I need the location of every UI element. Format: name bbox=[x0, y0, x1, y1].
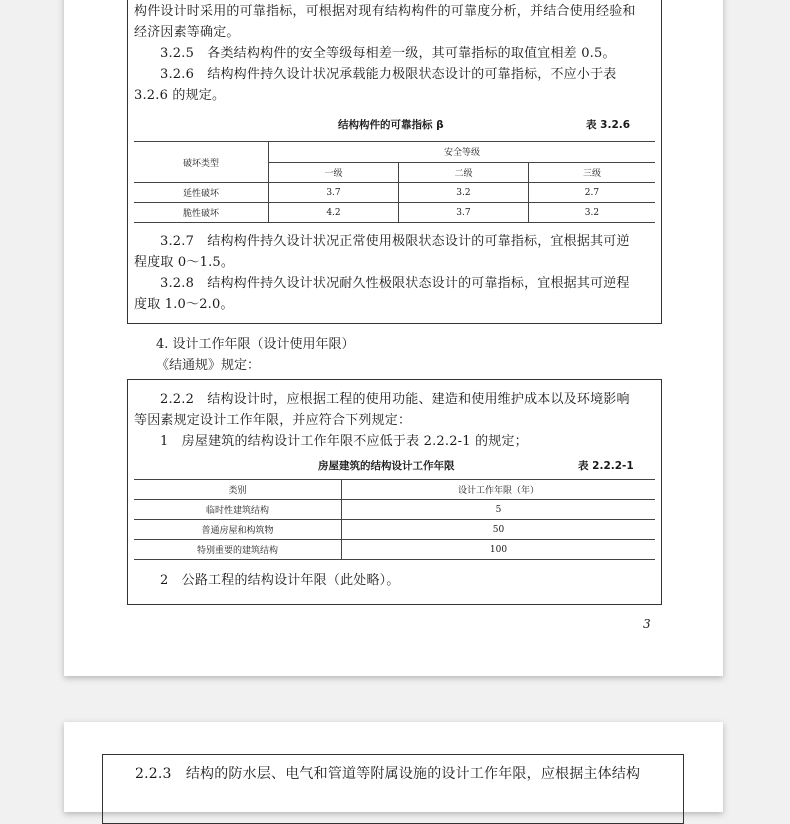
row-category: 普通房屋和构筑物 bbox=[134, 520, 342, 540]
clause-2-2-2-line1: 2.2.2 结构设计时，应根据工程的使用功能、建造和使用维护成本以及环境影响 bbox=[160, 392, 630, 407]
clause-2-2-2-line2: 等因素规定设计工作年限，并应符合下列规定： bbox=[134, 413, 412, 428]
row-years: 100 bbox=[342, 540, 656, 560]
section-4-title: 4. 设计工作年限（设计使用年限） bbox=[156, 337, 355, 352]
clause-3-2-7-line1: 3.2.7 结构构件持久设计状况正常使用极限状态设计的可靠指标，宜根据其可逆 bbox=[160, 234, 630, 249]
code-excerpt-box-3 bbox=[102, 754, 684, 824]
header-years: 设计工作年限（年） bbox=[342, 480, 656, 500]
clause-2-2-2-item1: 1 房屋建筑的结构设计工作年限不应低于表 2.2.2-1 的规定； bbox=[160, 434, 528, 449]
table-3-2-6-caption bbox=[134, 117, 655, 135]
clause-3-2-6-line2: 3.2.6 的规定。 bbox=[134, 88, 226, 103]
code-excerpt-box-1 bbox=[127, 0, 662, 324]
table-row bbox=[134, 203, 655, 223]
header-category: 类别 bbox=[134, 480, 342, 500]
reliability-index-table bbox=[134, 141, 655, 223]
row-category: 临时性建筑结构 bbox=[134, 500, 342, 520]
page-number: 3 bbox=[643, 617, 651, 631]
row-type: 延性破坏 bbox=[134, 183, 269, 203]
clause-3-2-8-line1: 3.2.8 结构构件持久设计状况耐久性极限状态设计的可靠指标，宜根据其可逆程 bbox=[160, 276, 630, 291]
cell-value: 3.7 bbox=[269, 183, 399, 203]
section-4-subtitle: 《结通规》规定： bbox=[156, 358, 261, 373]
document-page-2 bbox=[64, 722, 723, 812]
row-years: 50 bbox=[342, 520, 656, 540]
row-years: 5 bbox=[342, 500, 656, 520]
header-level-2: 二级 bbox=[398, 162, 528, 183]
code-excerpt-box-2 bbox=[127, 379, 662, 605]
clause-3-2-6-line1: 3.2.6 结构构件持久设计状况承载能力极限状态设计的可靠指标，不应小于表 bbox=[160, 67, 617, 82]
row-category: 特别重要的建筑结构 bbox=[134, 540, 342, 560]
row-type: 脆性破坏 bbox=[134, 203, 269, 223]
table-number: 表 3.2.6 bbox=[586, 119, 631, 131]
header-level-1: 一级 bbox=[269, 162, 399, 183]
cell-value: 3.2 bbox=[528, 203, 655, 223]
cell-value: 2.7 bbox=[528, 183, 655, 203]
table-title: 结构构件的可靠指标 β bbox=[338, 119, 444, 131]
table-title: 房屋建筑的结构设计工作年限 bbox=[318, 460, 455, 472]
clause-3-2-8-line2: 度取 1.0～2.0。 bbox=[134, 297, 234, 312]
clause-2-2-3-line1: 2.2.3 结构的防水层、电气和管道等附属设施的设计工作年限，应根据主体结构 bbox=[135, 766, 641, 782]
header-safety-level: 安全等级 bbox=[269, 142, 656, 163]
table-2-2-2-1-caption bbox=[134, 458, 655, 476]
table-row bbox=[134, 500, 655, 520]
table-row bbox=[134, 183, 655, 203]
header-level-3: 三级 bbox=[528, 162, 655, 183]
service-life-table bbox=[134, 479, 655, 560]
clause-3-2-5: 3.2.5 各类结构构件的安全等级每相差一级，其可靠指标的取值宜相差 0.5。 bbox=[160, 46, 616, 61]
clause-3-2-7-line2: 程度取 0～1.5。 bbox=[134, 255, 235, 270]
document-page-1 bbox=[64, 0, 723, 676]
cell-value: 3.7 bbox=[398, 203, 528, 223]
table-number: 表 2.2.2-1 bbox=[578, 460, 634, 472]
cell-value: 4.2 bbox=[269, 203, 399, 223]
header-failure-type: 破坏类型 bbox=[134, 142, 269, 183]
table-row bbox=[134, 520, 655, 540]
cell-value: 3.2 bbox=[398, 183, 528, 203]
clause-3-2-4-line3: 经济因素等确定。 bbox=[134, 25, 240, 40]
table-row bbox=[134, 540, 655, 560]
clause-2-2-2-item2: 2 公路工程的结构设计年限（此处略）。 bbox=[160, 573, 400, 588]
clause-3-2-4-line2: 构件设计时采用的可靠指标，可根据对现有结构构件的可靠度分析，并结合使用经验和 bbox=[134, 4, 636, 19]
